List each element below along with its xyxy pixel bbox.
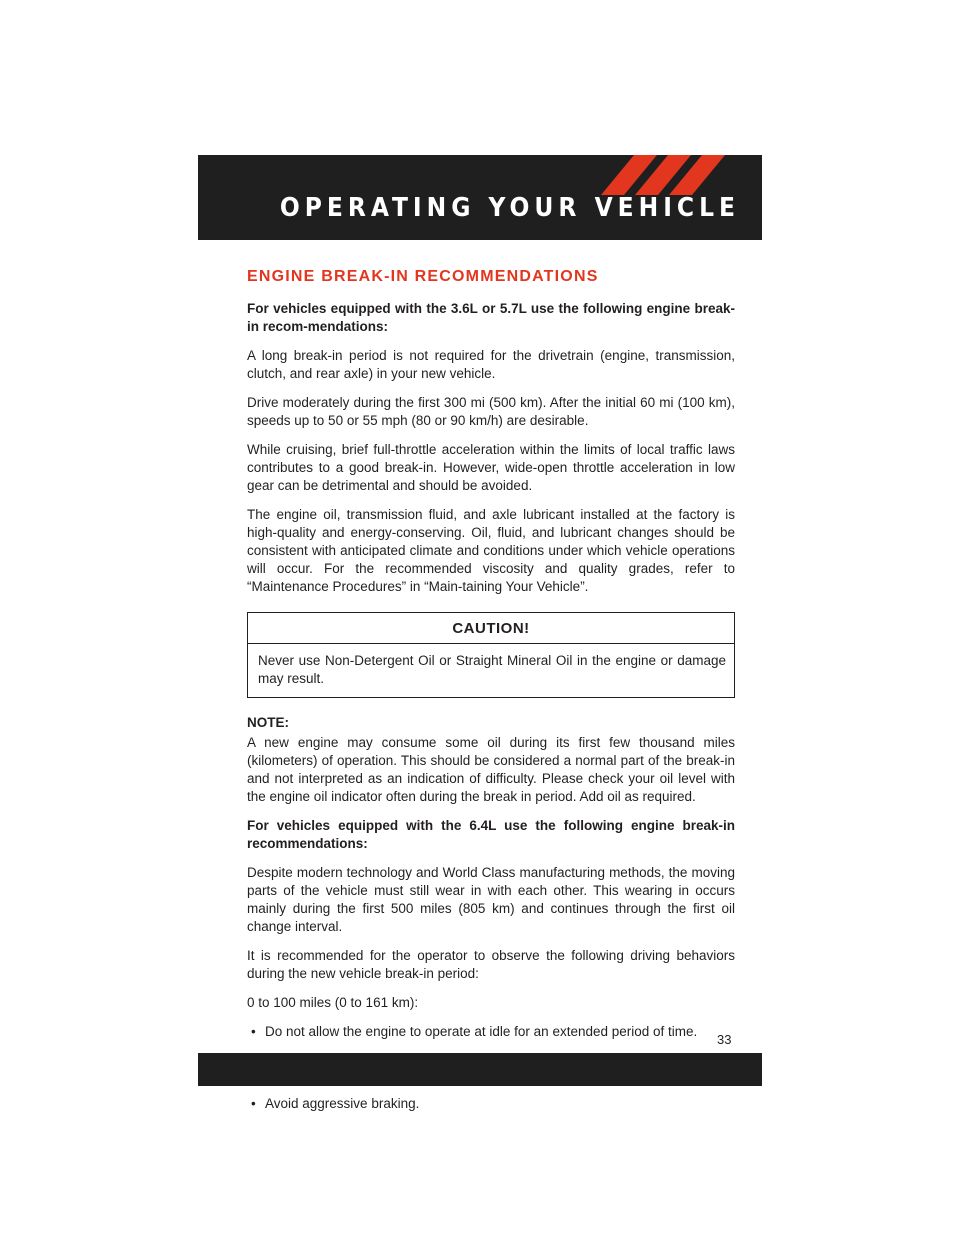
note-label: NOTE: xyxy=(247,715,289,730)
section-title: OPERATING YOUR VEHICLE xyxy=(279,193,740,223)
list-item-text: Do not allow the engine to operate at idle for an extended period of time. xyxy=(265,1024,698,1039)
section-heading: ENGINE BREAK-IN RECOMMENDATIONS xyxy=(247,268,599,285)
list-item xyxy=(247,1023,735,1041)
paragraph: Despite modern technology and World Class manufacturing methods, the moving parts of the vehicle must still wear in with each other. This wearing in occurs mainly during the first 500 miles (805 km) and continues through the first oil change interval. xyxy=(247,865,735,934)
bullet-icon: • xyxy=(251,1096,256,1111)
caution-text: Never use Non-Detergent Oil or Straight Mineral Oil in the engine or damage may result. xyxy=(258,653,726,686)
lead-paragraph-6.4l: For vehicles equipped with the 6.4L use the following engine break-in recommendations: xyxy=(247,818,735,851)
list-item xyxy=(247,1095,735,1113)
lead-paragraph-3.6l-5.7l: For vehicles equipped with the 3.6L or 5.7L use the following engine break-in recom-mendations: xyxy=(247,301,735,334)
paragraph: The engine oil, transmission fluid, and axle lubricant installed at the factory is high-quality and energy-conserving. Oil, fluid, and lubricant changes should be consistent with anticipated climate and conditions under which vehicle operations will occur. For the recommended viscosity and quality grades, refer to “Maintenance Procedures” in “Main-taining Your Vehicle”. xyxy=(247,507,735,594)
list-item-text: Avoid aggressive braking. xyxy=(265,1096,420,1111)
paragraph: It is recommended for the operator to observe the following driving behaviors during the new vehicle break-in period: xyxy=(247,948,735,981)
paragraph: Drive moderately during the first 300 mi (500 km). After the initial 60 mi (100 km), speeds up to 50 or 55 mph (80 or 90 km/h) are desirable. xyxy=(247,395,735,428)
paragraph: 0 to 100 miles (0 to 161 km): xyxy=(247,995,419,1010)
page-content xyxy=(247,268,735,1122)
paragraph: While cruising, brief full-throttle acceleration within the limits of local traffic laws contributes to a good break-in. However, wide-open throttle acceleration in low gear can be detrimental and should be avoided. xyxy=(247,442,735,493)
note-text: A new engine may consume some oil during its first few thousand miles (kilometers) of operation. This should be considered a normal part of the break-in and not interpreted as an indication of difficulty. Please check your oil level with the engine oil indicator often during the break in period. Add oil as required. xyxy=(247,735,735,804)
header-bar xyxy=(198,155,762,240)
paragraph: A long break-in period is not required for the drivetrain (engine, transmission, clutch, and rear axle) in your new vehicle. xyxy=(247,348,735,381)
bullet-icon: • xyxy=(251,1024,256,1039)
caution-box xyxy=(247,612,735,698)
caution-title: CAUTION! xyxy=(248,613,734,644)
footer-bar xyxy=(198,1053,762,1086)
page-number: 33 xyxy=(717,1032,732,1047)
